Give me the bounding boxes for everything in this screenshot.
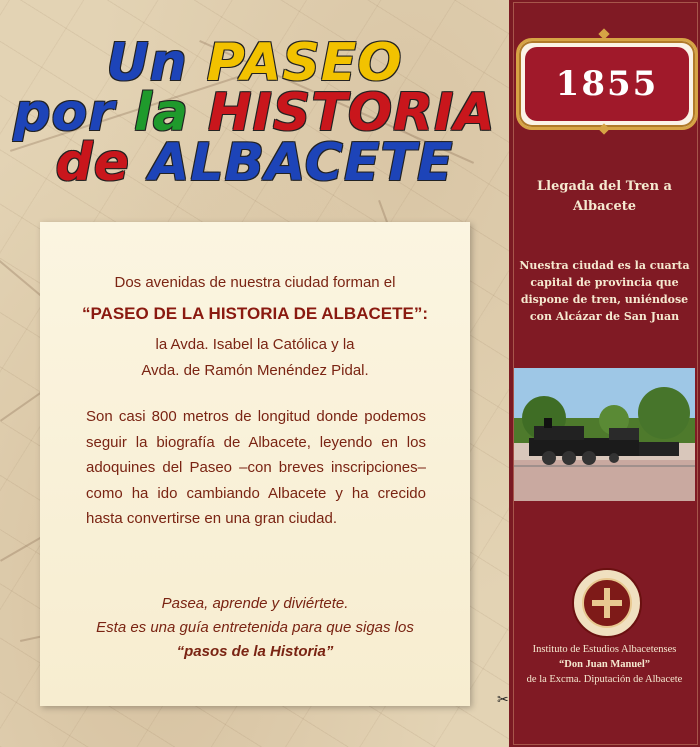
map-street-line	[0, 391, 42, 421]
sidebar-text-1: Nuestra ciudad es la cuarta	[519, 259, 690, 272]
title-word-la: la	[134, 83, 189, 143]
train-photo	[514, 368, 695, 501]
card-avenue-1: la Avda. Isabel la Católica y la	[155, 336, 355, 353]
institute-name: Instituto de Estudios Albacetenses	[532, 644, 677, 655]
card-guide-text: Esta es una guía entretenida para que sigas los	[96, 619, 414, 636]
sidebar-text-2: capital de provincia que	[530, 276, 679, 289]
sidebar-text-3: dispone de tren, uniéndose	[520, 293, 689, 306]
info-card	[40, 222, 470, 706]
title-word-por: por	[13, 83, 115, 143]
title-word-de: de	[55, 133, 131, 193]
card-guide-emphasis: “pasos de la Historia”	[176, 643, 334, 660]
year-badge	[516, 38, 698, 130]
card-avenue-2: Avda. de Ramón Menéndez Pidal.	[141, 362, 369, 379]
year-label: 1855	[525, 47, 689, 121]
title-word-historia: HISTORIA	[208, 83, 496, 143]
institute-seal-icon	[572, 568, 642, 638]
sidebar-heading-2: Albacete	[572, 199, 636, 214]
card-motto: Pasea, aprende y diviértete.	[161, 595, 349, 612]
institute-subtitle: “Don Juan Manuel”	[558, 659, 651, 670]
title-word-un: Un	[106, 33, 188, 93]
card-paseo-name: “PASEO DE LA HISTORIA DE ALBACETE”:	[81, 304, 428, 323]
institute-affiliation: de la Excma. Diputación de Albacete	[526, 674, 683, 685]
sidebar-text-4: con Alcázar de San Juan	[529, 310, 680, 323]
title-line-3	[0, 133, 509, 193]
card-paragraph: Son casi 800 metros de longitud donde podemos seguir la biografía de Albacete, leyendo en los adoquines del Paseo –con breves inscripciones– como ha ido cambiando Albacete y ha crecido hasta convertirse en una gran ciudad.	[86, 408, 426, 528]
card-intro: Dos avenidas de nuestra ciudad forman el	[114, 274, 396, 291]
sidebar-heading-1: Llegada del Tren a	[537, 179, 672, 194]
title-word-paseo: PASEO	[206, 33, 403, 93]
title-word-albacete: ALBACETE	[149, 133, 454, 193]
scissors-icon: ✂	[497, 692, 509, 708]
